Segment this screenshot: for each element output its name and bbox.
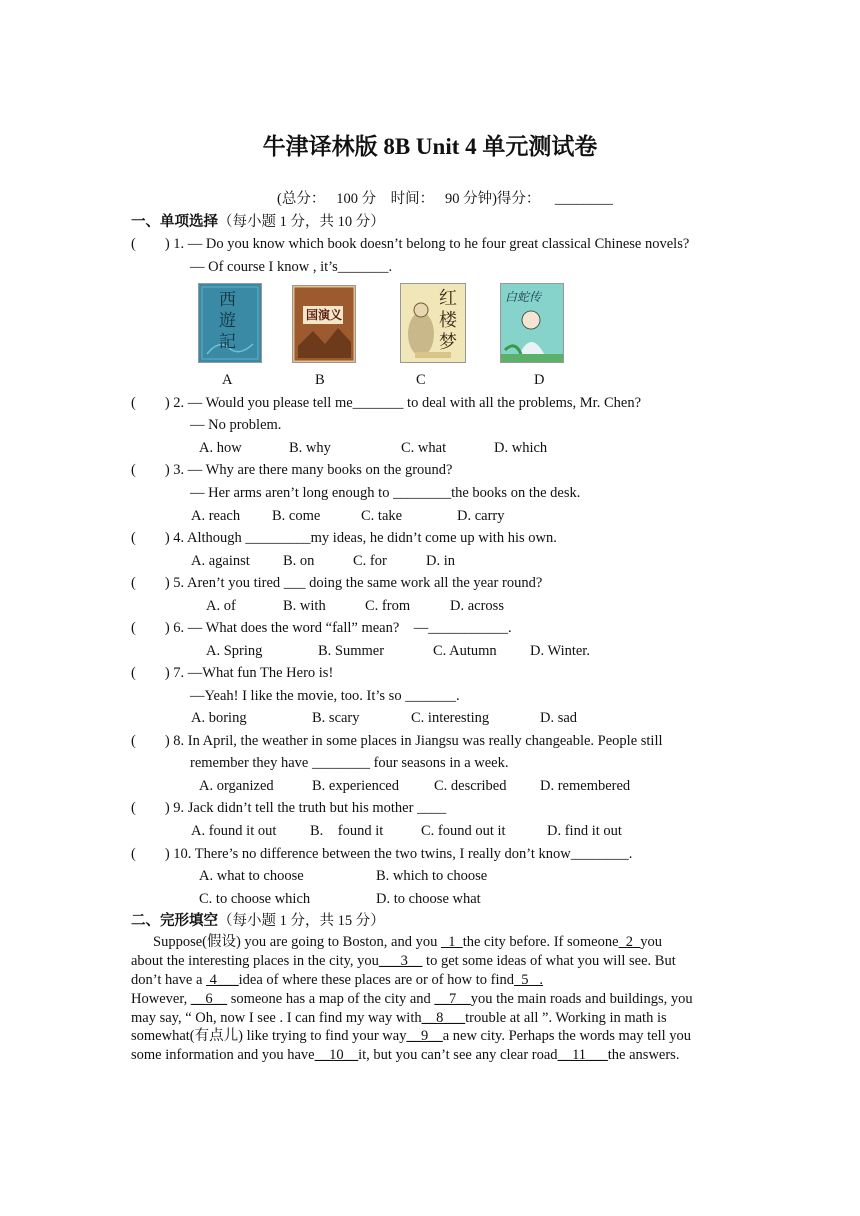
section2-title: 二、完形填空 <box>131 913 218 929</box>
book-b-art <box>293 286 355 362</box>
q6-option-a: A. Spring <box>206 643 263 659</box>
q5-stem: ( ) 5. Aren’t you tired ___ doing the same work all the year round? <box>131 575 543 591</box>
cloze-blank-10[interactable]: __10__ <box>314 1047 359 1063</box>
q5-option-c: C. from <box>365 598 411 614</box>
cloze-text: Suppose(假设) you are going to Boston, and you <box>153 934 438 950</box>
q4-option-c: C. for <box>353 553 387 569</box>
q3-option-a: A. reach <box>191 508 241 524</box>
q2-option-b: B. why <box>289 440 331 456</box>
book-d-title: 白蛇传 <box>505 290 542 304</box>
q3-stem: ( ) 3. — Why are there many books on the ground? <box>131 462 453 478</box>
q4-option-b: B. on <box>283 553 315 569</box>
q5-option-d: D. across <box>450 598 504 614</box>
cloze-blank-11[interactable]: __11___ <box>557 1047 608 1063</box>
q8-line2: remember they have ________ four seasons in a week. <box>190 755 509 771</box>
cloze-line-7 <box>131 1046 679 1064</box>
q10-stem: ( ) 10. There’s no difference between the two twins, I really don’t know________. <box>131 846 633 862</box>
section2-heading <box>131 912 385 930</box>
q2-option-c: C. what <box>401 440 447 456</box>
cloze-line-1 <box>153 933 662 951</box>
cloze-line-3 <box>131 971 543 989</box>
q10-option-c: C. to choose which <box>199 891 311 907</box>
cloze-text: you the main roads and buildings, you <box>470 991 693 1007</box>
book-cover-c <box>400 283 466 363</box>
q8-option-a: A. organized <box>199 778 274 794</box>
q6-option-d: D. Winter. <box>530 643 590 659</box>
page-title: 牛津译林版 8B Unit 4 单元测试卷 <box>262 134 598 159</box>
cloze-text: trouble at all ”. Working in math is <box>465 1010 667 1026</box>
q10-option-a: A. what to choose <box>199 868 304 884</box>
q4-stem: ( ) 4. Although _________my ideas, he didn’t come up with his own. <box>131 530 557 546</box>
book-cover-d <box>500 283 564 363</box>
q1-option-d: D <box>534 372 545 388</box>
q4-option-a: A. against <box>191 553 250 569</box>
q9-option-a: A. found it out <box>191 823 277 839</box>
q8-option-c: C. described <box>434 778 507 794</box>
q1-option-c: C <box>416 372 426 388</box>
section1-heading <box>131 213 385 231</box>
q9-option-c: C. found out it <box>421 823 506 839</box>
cloze-text: a new city. Perhaps the words may tell you <box>442 1028 692 1044</box>
cloze-blank-3[interactable]: ___3__ <box>378 953 423 969</box>
q7-option-a: A. boring <box>191 710 247 726</box>
cloze-text: to get some ideas of what you will see. But <box>422 953 676 969</box>
q3-option-c: C. take <box>361 508 403 524</box>
q6-option-b: B. Summer <box>318 643 385 659</box>
q3-option-d: D. carry <box>457 508 505 524</box>
q8-stem: ( ) 8. In April, the weather in some places in Jiangsu was really changeable. People still <box>131 733 663 749</box>
cloze-text: about the interesting places in the city, you <box>131 953 379 969</box>
score-line: (总分： 100 分 时间： 90 分钟)得分： ________ <box>277 191 613 207</box>
q4-option-d: D. in <box>426 553 455 569</box>
q7-line2: —Yeah! I like the movie, too. It’s so _______. <box>190 688 460 704</box>
book-cover-b <box>292 285 356 363</box>
q2-line2: — No problem. <box>190 417 282 433</box>
q10-option-d: D. to choose what <box>376 891 481 907</box>
cloze-text: the city before. If someone <box>462 934 619 950</box>
cloze-text: someone has a map of the city and <box>227 991 435 1007</box>
q6-option-c: C. Autumn <box>433 643 497 659</box>
section1-title: 一、单项选择 <box>131 214 218 230</box>
q7-option-b: B. scary <box>312 710 360 726</box>
q5-option-a: A. of <box>206 598 236 614</box>
q2-option-d: D. which <box>494 440 548 456</box>
q5-option-b: B. with <box>283 598 326 614</box>
cloze-text: idea of where these places are or of how to find <box>238 972 515 988</box>
cloze-blank-7[interactable]: __7__ <box>434 991 471 1007</box>
q3-option-b: B. come <box>272 508 321 524</box>
section2-note: （每小题 1 分，共 15 分） <box>218 913 385 929</box>
q10-option-b: B. which to choose <box>376 868 488 884</box>
q6-stem: ( ) 6. — What does the word “fall” mean? —___________. <box>131 620 512 636</box>
q1-stem: ( ) 1. — Do you know which book doesn’t belong to he four great classical Chinese novels? <box>131 236 690 252</box>
cloze-text: don’t have a <box>131 972 207 988</box>
q2-stem: ( ) 2. — Would you please tell me_______ to deal with all the problems, Mr. Chen? <box>131 395 642 411</box>
cloze-line-4 <box>131 990 693 1008</box>
cloze-blank-5[interactable]: 5 . <box>514 972 544 988</box>
q7-option-c: C. interesting <box>411 710 490 726</box>
cloze-line-6 <box>131 1027 691 1045</box>
q3-line2: — Her arms aren’t long enough to ________the books on the desk. <box>190 485 581 501</box>
q9-option-d: D. find it out <box>547 823 622 839</box>
cloze-blank-6[interactable]: __6__ <box>190 991 228 1007</box>
q1-option-b: B <box>315 372 325 388</box>
cloze-text: it, but you can’t see any clear road <box>358 1047 558 1063</box>
q8-option-d: D. remembered <box>540 778 631 794</box>
cloze-blank-8[interactable]: __8___ <box>421 1010 466 1026</box>
cloze-blank-2[interactable]: 2 <box>618 934 641 950</box>
cloze-blank-1[interactable]: 1 <box>440 934 463 950</box>
book-c-title: 红楼梦 <box>439 288 457 353</box>
cloze-line-5 <box>131 1009 667 1027</box>
q9-stem: ( ) 9. Jack didn’t tell the truth but his mother ____ <box>131 800 447 816</box>
cloze-blank-9[interactable]: __9__ <box>406 1028 443 1044</box>
section1-note: （每小题 1 分，共 10 分） <box>218 214 385 230</box>
q7-option-d: D. sad <box>540 710 578 726</box>
q1-option-a: A <box>222 372 233 388</box>
q1-line2: — Of course I know , it’s_______. <box>190 259 393 275</box>
book-b-title: 国演义 <box>305 308 342 322</box>
q9-option-b: B. found it <box>310 823 384 839</box>
cloze-text: However, <box>131 991 191 1007</box>
cloze-text: some information and you have <box>131 1047 315 1063</box>
q8-option-b: B. experienced <box>312 778 399 794</box>
cloze-text: somewhat(有点儿) like trying to find your way <box>131 1028 407 1044</box>
cloze-text: may say, “ Oh, now I see . I can find my way with <box>131 1010 422 1026</box>
cloze-text: the answers. <box>607 1047 680 1063</box>
book-a-title: 西遊記 <box>219 290 236 352</box>
q2-option-a: A. how <box>199 440 242 456</box>
cloze-text: you <box>640 934 663 950</box>
q7-stem: ( ) 7. —What fun The Hero is! <box>131 665 334 681</box>
cloze-blank-4[interactable]: 4___ <box>206 972 239 988</box>
cloze-line-2 <box>131 952 676 970</box>
book-cover-a <box>198 283 262 363</box>
